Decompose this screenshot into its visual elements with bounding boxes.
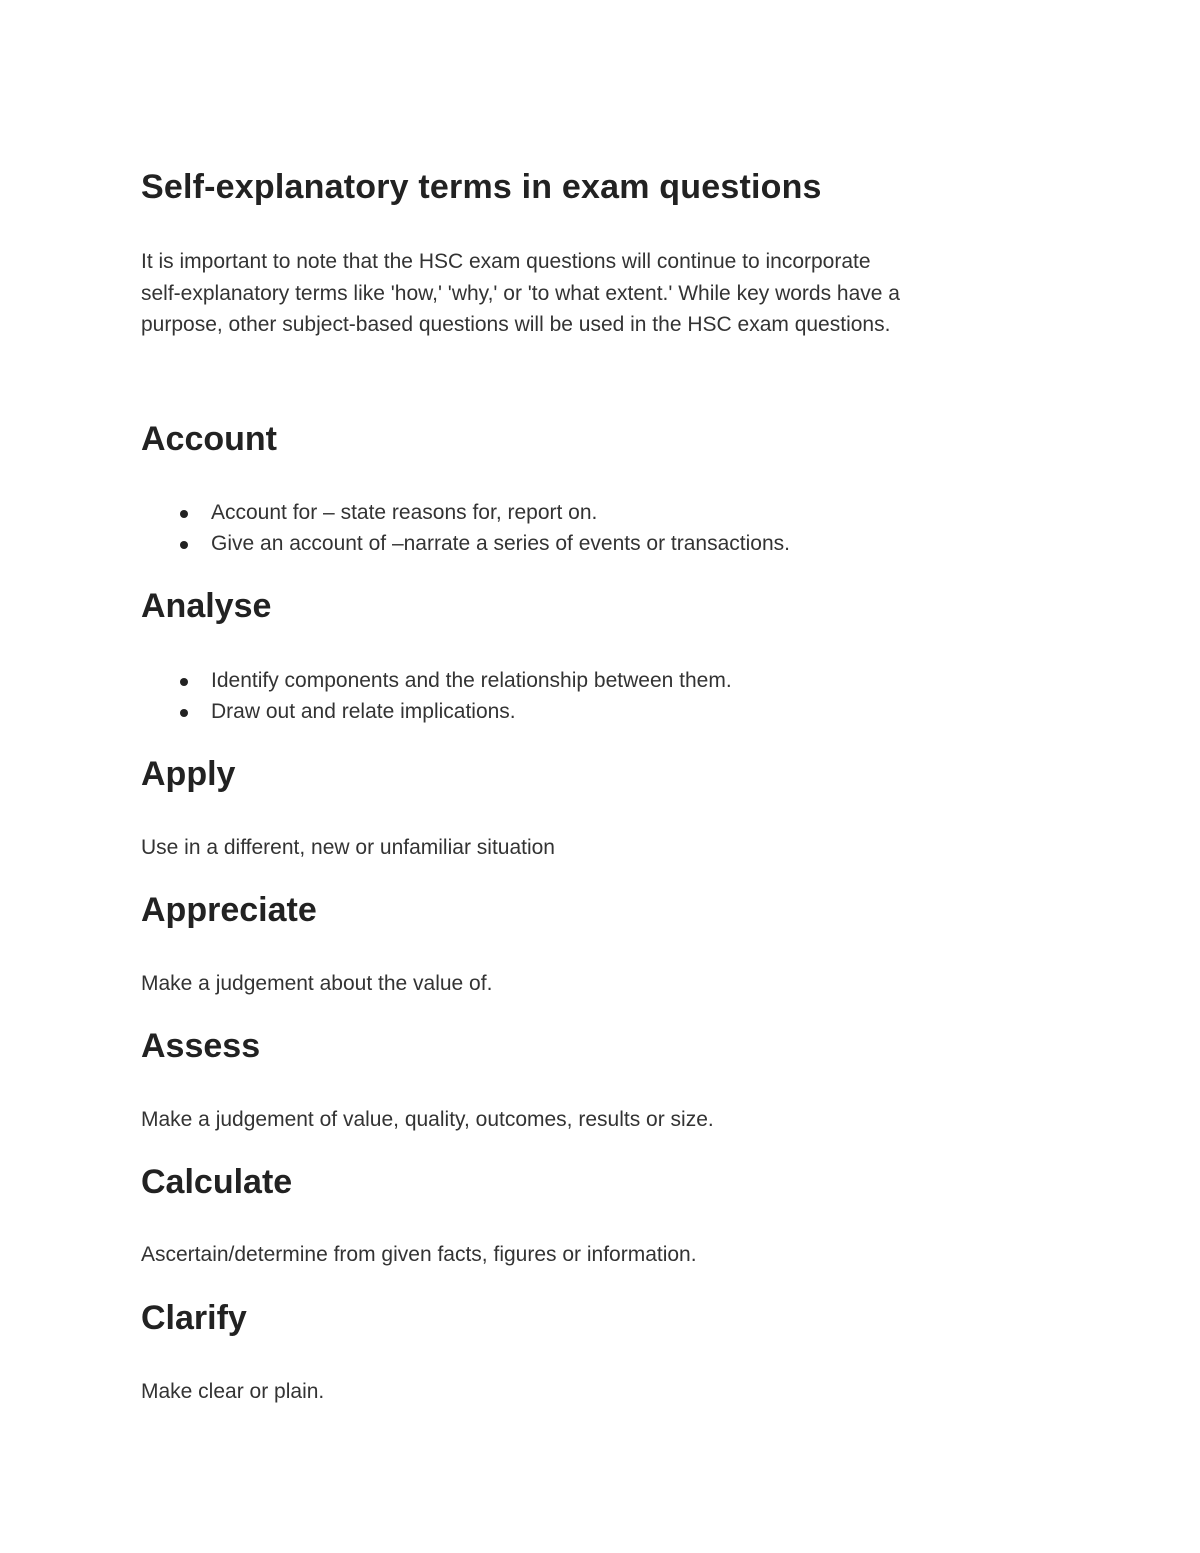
section-heading-clarify: Clarify <box>141 1299 247 1337</box>
list-item <box>141 528 790 559</box>
section-text-clarify: Make clear or plain. <box>141 1380 325 1403</box>
section-heading-analyse: Analyse <box>141 587 272 625</box>
list-item <box>141 665 732 696</box>
bullet-icon <box>180 709 188 717</box>
list-item <box>141 696 732 727</box>
section-text-assess: Make a judgement of value, quality, outcomes, results or size. <box>141 1108 714 1131</box>
list-item-text: Give an account of –narrate a series of events or transactions. <box>211 532 790 555</box>
list-item <box>141 497 790 528</box>
list-item-text: Draw out and relate implications. <box>211 700 516 723</box>
intro-line: purpose, other subject-based questions will be used in the HSC exam questions. <box>141 313 891 336</box>
intro-paragraph <box>141 246 1021 341</box>
section-text-apply: Use in a different, new or unfamiliar situation <box>141 836 555 859</box>
section-heading-assess: Assess <box>141 1027 261 1065</box>
intro-line: It is important to note that the HSC exam questions will continue to incorporate <box>141 250 871 273</box>
bullet-icon <box>180 678 188 686</box>
section-heading-calculate: Calculate <box>141 1163 293 1201</box>
list-item-text: Account for – state reasons for, report on. <box>211 501 598 524</box>
intro-line: self-explanatory terms like 'how,' 'why,' or 'to what extent.' While key words have a <box>141 281 900 305</box>
section-heading-account: Account <box>141 420 277 458</box>
account-bullet-list <box>141 497 790 559</box>
section-heading-appreciate: Appreciate <box>141 891 317 929</box>
section-text-calculate: Ascertain/determine from given facts, figures or information. <box>141 1243 697 1266</box>
analyse-bullet-list <box>141 665 732 727</box>
section-heading-apply: Apply <box>141 755 236 793</box>
section-text-appreciate: Make a judgement about the value of. <box>141 972 493 995</box>
page-title: Self-explanatory terms in exam questions <box>141 168 822 206</box>
list-item-text: Identify components and the relationship between them. <box>211 669 732 692</box>
bullet-icon <box>180 541 188 549</box>
bullet-icon <box>180 510 188 518</box>
